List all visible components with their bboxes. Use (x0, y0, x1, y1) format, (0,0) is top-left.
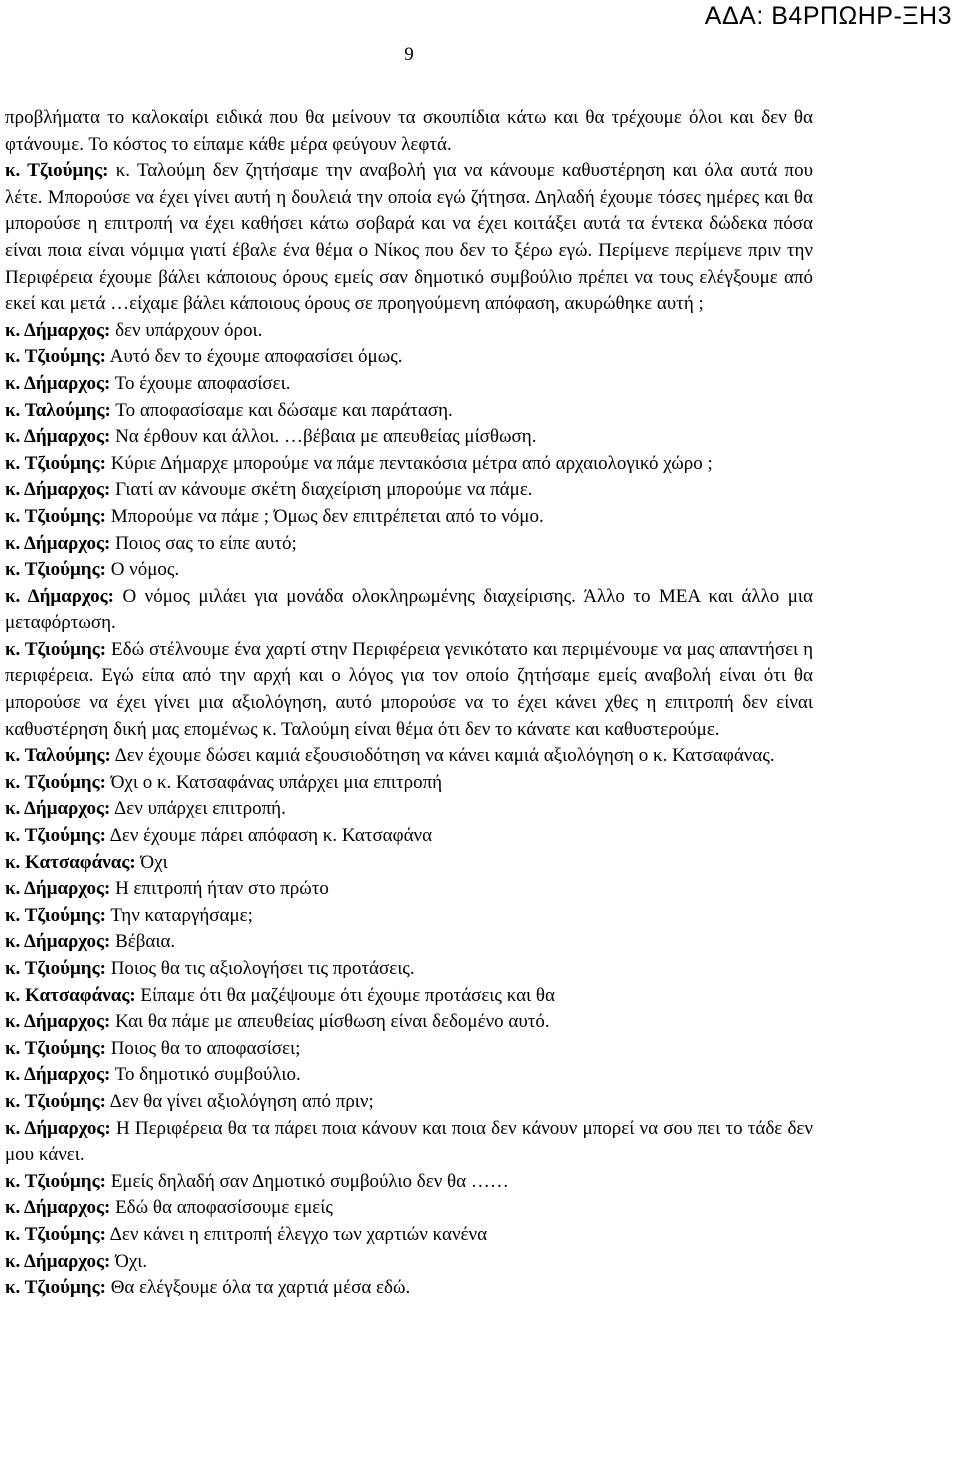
minutes-paragraph (5, 770, 813, 797)
speaker-label: κ. Δήμαρχος: (5, 878, 111, 900)
speech-text: Μπορούμε να πάμε ; Όμως δεν επιτρέπεται από το νόμο. (110, 505, 544, 527)
minutes-paragraph (5, 1089, 813, 1116)
speech-text: Γιατί αν κάνουμε σκέτη διαχείριση μπορούμε να πάμε. (115, 479, 533, 501)
minutes-paragraph (5, 158, 813, 318)
speech-text: δεν υπάρχουν όροι. (115, 319, 263, 341)
minutes-paragraph (5, 1275, 813, 1302)
speaker-label: κ. Τζιούμης: (5, 1090, 106, 1112)
minutes-paragraph (5, 1169, 813, 1196)
speech-text: Αυτό δεν το έχουμε αποφασίσει όμως. (109, 346, 403, 368)
speech-text: Να έρθουν και άλλοι. …βέβαια με απευθείας μίσθωση. (115, 426, 537, 448)
speech-text: Ποιος σας το είπε αυτό; (115, 532, 297, 554)
speaker-label: κ. Κατσαφάνας: (5, 984, 136, 1006)
speaker-label: κ. Τζιούμης: (5, 1170, 106, 1192)
speaker-label: κ. Τζιούμης: (5, 825, 106, 847)
speech-text: Ο νόμος. (110, 559, 180, 581)
page-number: 9 (404, 44, 414, 65)
minutes-paragraph (5, 929, 813, 956)
speaker-label: κ. Δήμαρχος: (5, 479, 111, 501)
minutes-paragraph (5, 1036, 813, 1063)
speech-text: Εδώ στέλνουμε ένα χαρτί στην Περιφέρεια γενικότατο και περιμένουμε να μας απαντήσει η περιφέρεια. Εγώ είπα από την αρχή και ο λόγος για τον οποίο ζητήσαμε εμείς αναβολή είναι ότι θα μπορούσε να έχει γίνει μια αξιολόγηση, αυτό μπορούσε να το έχει κάνει χθες η επιτροπή δεν είναι καθυστέρηση δική μας επομένως κ. Ταλούμη είναι θέμα ότι δεν το κάνατε και καθυστερούμε. (5, 638, 813, 740)
speech-text: Δεν θα γίνει αξιολόγηση από πριν; (109, 1090, 374, 1112)
speech-text: Η επιτροπή ήταν στο πρώτο (115, 878, 329, 900)
minutes-text (5, 105, 813, 1302)
minutes-paragraph (5, 823, 813, 850)
speaker-label: κ. Ταλούμης: (5, 399, 111, 421)
speech-text: Εδώ θα αποφασίσουμε εμείς (115, 1197, 333, 1219)
speaker-label: κ. Τζιούμης: (5, 1037, 106, 1059)
speech-text: Ποιος θα το αποφασίσει; (110, 1037, 301, 1059)
minutes-paragraph (5, 371, 813, 398)
minutes-paragraph (5, 796, 813, 823)
speech-text: Ο νόμος μιλάει για μονάδα ολοκληρωμένης διαχείρισης. Άλλο το ΜΕΑ και άλλο μια μεταφόρτωση. (5, 585, 813, 634)
speaker-label: κ. Τζιούμης: (5, 958, 106, 979)
speech-text: Το αποφασίσαμε και δώσαμε και παράταση. (115, 399, 453, 421)
speech-text: Το δημοτικό συμβούλιο. (114, 1064, 301, 1086)
speaker-label: κ. Δήμαρχος: (5, 426, 111, 448)
speaker-label: κ. Δήμαρχος: (5, 585, 115, 607)
minutes-paragraph (5, 850, 813, 877)
minutes-paragraph (5, 557, 813, 584)
minutes-paragraph (5, 1222, 813, 1249)
speaker-label: κ. Δήμαρχος: (5, 931, 111, 953)
speech-text: Θα ελέγξουμε όλα τα χαρτιά μέσα εδώ. (110, 1277, 411, 1299)
speech-text: Όχι ο κ. Κατσαφάνας υπάρχει μια επιτροπή (110, 771, 443, 793)
speaker-label: κ. Ταλούμης: (5, 745, 111, 767)
speaker-label: κ. Τζιούμης: (5, 904, 106, 926)
minutes-paragraph (5, 424, 813, 451)
minutes-paragraph (5, 344, 813, 371)
speaker-label: κ. Τζιούμης: (5, 638, 107, 660)
speaker-label: κ. Τζιούμης: (5, 1223, 106, 1245)
speech-text: Το έχουμε αποφασίσει. (114, 372, 291, 394)
minutes-paragraph (5, 318, 813, 345)
speaker-label: κ. Δήμαρχος: (5, 319, 111, 341)
speaker-label: κ. Δήμαρχος: (5, 372, 111, 394)
speech-text: Ποιος θα τις αξιολογήσει τις προτάσεις. (110, 958, 415, 979)
minutes-paragraph (5, 1009, 813, 1036)
minutes-paragraph (5, 983, 813, 1010)
minutes-paragraph (5, 584, 813, 637)
speech-text: κ. Ταλούμη δεν ζητήσαμε την αναβολή για να κάνουμε καθυστέρηση και όλα αυτά που λέτε. Μπορούσε να έχει γίνει αυτή η δουλειά την οποία εγώ ζήτησα. Δηλαδή έχουμε τόσες ημέρες και θα μπορούσε η επιτροπή να έχει καθήσει κάτω σοβαρά και να έχει κοιτάξει αυτά τα έντεκα δώδεκα πόσα είναι ποια είναι νόμιμα γιατί έβαλε ένα θέμα ο Νίκος που δεν το ξέρω εγώ. Περίμενε περίμενε πριν την Περιφέρεια έχουμε βάλει κάποιους όρους εμείς σαν δημοτικό συμβούλιο πρέπει να τους ελέγξουμε από εκεί και μετά …είχαμε βάλει κάποιους όρους σε προηγούμενη απόφαση, ακυρώθηκε αυτή ; (5, 160, 814, 315)
speech-text: Όχι (140, 851, 168, 873)
speech-text: Εμείς δηλαδή σαν Δημοτικό συμβούλιο δεν θα …… (110, 1170, 509, 1192)
speaker-label: κ. Δήμαρχος: (5, 1197, 111, 1219)
speaker-label: κ. Δήμαρχος: (5, 1011, 111, 1033)
speaker-label: κ. Δήμαρχος: (5, 532, 111, 554)
minutes-paragraph (5, 451, 813, 478)
minutes-paragraph (5, 531, 813, 558)
speaker-label: κ. Τζιούμης: (5, 559, 106, 581)
speech-text: Κύριε Δήμαρχε μπορούμε να πάμε πεντακόσια μέτρα από αρχαιολογικό χώρο ; (110, 452, 713, 474)
speech-text: προβλήματα το καλοκαίρι ειδικά που θα μείνουν τα σκουπίδια κάτω και θα τρέχουμε όλοι και δεν θα φτάνουμε. Το κόστος το είπαμε κάθε μέρα φεύγουν λεφτά. (5, 107, 813, 155)
speaker-label: κ. Κατσαφάνας: (5, 851, 136, 873)
speech-text: Δεν έχουμε δώσει καμιά εξουσιοδότηση να κάνει καμιά αξιολόγηση ο κ. Κατσαφάνας. (114, 745, 775, 767)
speaker-label: κ. Τζιούμης: (5, 160, 109, 182)
speaker-label: κ. Δήμαρχος: (5, 1250, 111, 1272)
speaker-label: κ. Δήμαρχος: (5, 1117, 111, 1139)
minutes-paragraph (5, 504, 813, 531)
minutes-paragraph (5, 477, 813, 504)
minutes-paragraph (5, 637, 813, 743)
minutes-paragraph (5, 398, 813, 425)
speech-text: Δεν υπάρχει επιτροπή. (114, 798, 286, 820)
ada-code: ΑΔΑ: Β4ΡΠΩΗΡ-ΞΗ3 (704, 2, 952, 30)
speaker-label: κ. Τζιούμης: (5, 505, 106, 527)
minutes-paragraph (5, 956, 813, 983)
speech-text: Και θα πάμε με απευθείας μίσθωση είναι δεδομένο αυτό. (115, 1011, 550, 1033)
speech-text: Είπαμε ότι θα μαζέψουμε ότι έχουμε προτάσεις και θα (140, 984, 555, 1006)
speaker-label: κ. Τζιούμης: (5, 452, 106, 474)
speaker-label: κ. Δήμαρχος: (5, 798, 111, 820)
speaker-label: κ. Τζιούμης: (5, 771, 106, 793)
speech-text: Δεν έχουμε πάρει απόφαση κ. Κατσαφάνα (109, 825, 433, 847)
speaker-label: κ. Δήμαρχος: (5, 1064, 111, 1086)
speech-text: Βέβαια. (115, 931, 176, 953)
speech-text: Η Περιφέρεια θα τα πάρει ποια κάνουν και ποια δεν κάνουν μπορεί να σου πει το τάδε δεν μου κάνει. (5, 1117, 813, 1166)
minutes-paragraph (5, 903, 813, 930)
minutes-paragraph (5, 1249, 813, 1276)
minutes-paragraph (5, 105, 813, 158)
minutes-paragraph (5, 1195, 813, 1222)
minutes-paragraph (5, 1116, 813, 1169)
speaker-label: κ. Τζιούμης: (5, 1277, 106, 1299)
minutes-paragraph (5, 1062, 813, 1089)
speech-text: Δεν κάνει η επιτροπή έλεγχο των χαρτιών κανένα (109, 1223, 488, 1245)
speech-text: Όχι. (115, 1250, 148, 1272)
speaker-label: κ. Τζιούμης: (5, 346, 106, 368)
minutes-paragraph (5, 876, 813, 903)
minutes-paragraph (5, 743, 813, 770)
speech-text: Την καταργήσαμε; (110, 904, 253, 926)
